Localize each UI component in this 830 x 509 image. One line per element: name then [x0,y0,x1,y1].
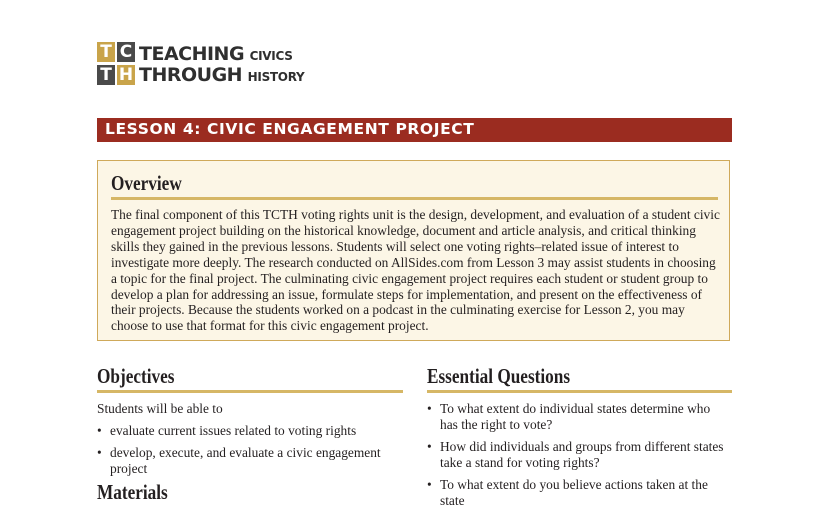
logo-word-teaching: TEACHING [139,43,245,65]
list-item: • develop, execute, and evaluate a civic engagement project [97,445,381,476]
overview-rule [111,197,718,200]
logo-word-through: THROUGH [139,64,243,86]
objectives-rule [97,390,403,393]
essential-questions-list [427,401,727,509]
objectives-intro: Students will be able to [97,401,223,416]
lesson-title: LESSON 4: CIVIC ENGAGEMENT PROJECT [105,120,475,138]
essential-questions-heading: Essential Questions [427,364,571,388]
logo-word-history: HISTORY [247,70,305,84]
logo-tile-t1: T [97,42,115,62]
overview-paragraph: The final component of this TCTH voting rights unit is the design, development, and evaluation of a student civic engagement project building on the historical knowledge, document and article analysis, and critical thinking skills they gained in the previous lessons. Students will select one voting rights–related issue of interest to investigate more deeply. The research conducted on AllSides.com from Lesson 3 may assist students in choosing a topic for the final project. The culminating civic engagement project requires each student or student group to develop a plan for addressing an issue, formulate steps for implementation, and present on the effectiveness of their projects. Because the students worked on a podcast in the culminating exercise for Lesson 2, you may choose to use that format for this civic engagement project. [111,207,720,334]
objectives-heading: Objectives [97,364,175,388]
logo-tile-t2: T [97,65,115,85]
logo-word-civics: CIVICS [249,49,293,63]
lesson-title-bar [97,118,732,142]
list-item: • To what extent do you believe actions taken at the state [427,477,708,508]
list-item: • How did individuals and groups from different states take a stand for voting rights? [427,439,724,470]
logo-tile-h: H [118,65,134,85]
essential-questions-rule [427,390,732,393]
logo-mark [97,42,136,87]
overview-heading: Overview [111,171,182,195]
materials-heading: Materials [97,480,168,504]
list-item: • To what extent do individual states determine who has the right to vote? [427,401,711,432]
logo-tile-c: C [117,42,135,62]
list-item: • evaluate current issues related to voting rights [97,423,357,438]
overview-box [97,160,730,341]
objectives-list [97,423,407,477]
